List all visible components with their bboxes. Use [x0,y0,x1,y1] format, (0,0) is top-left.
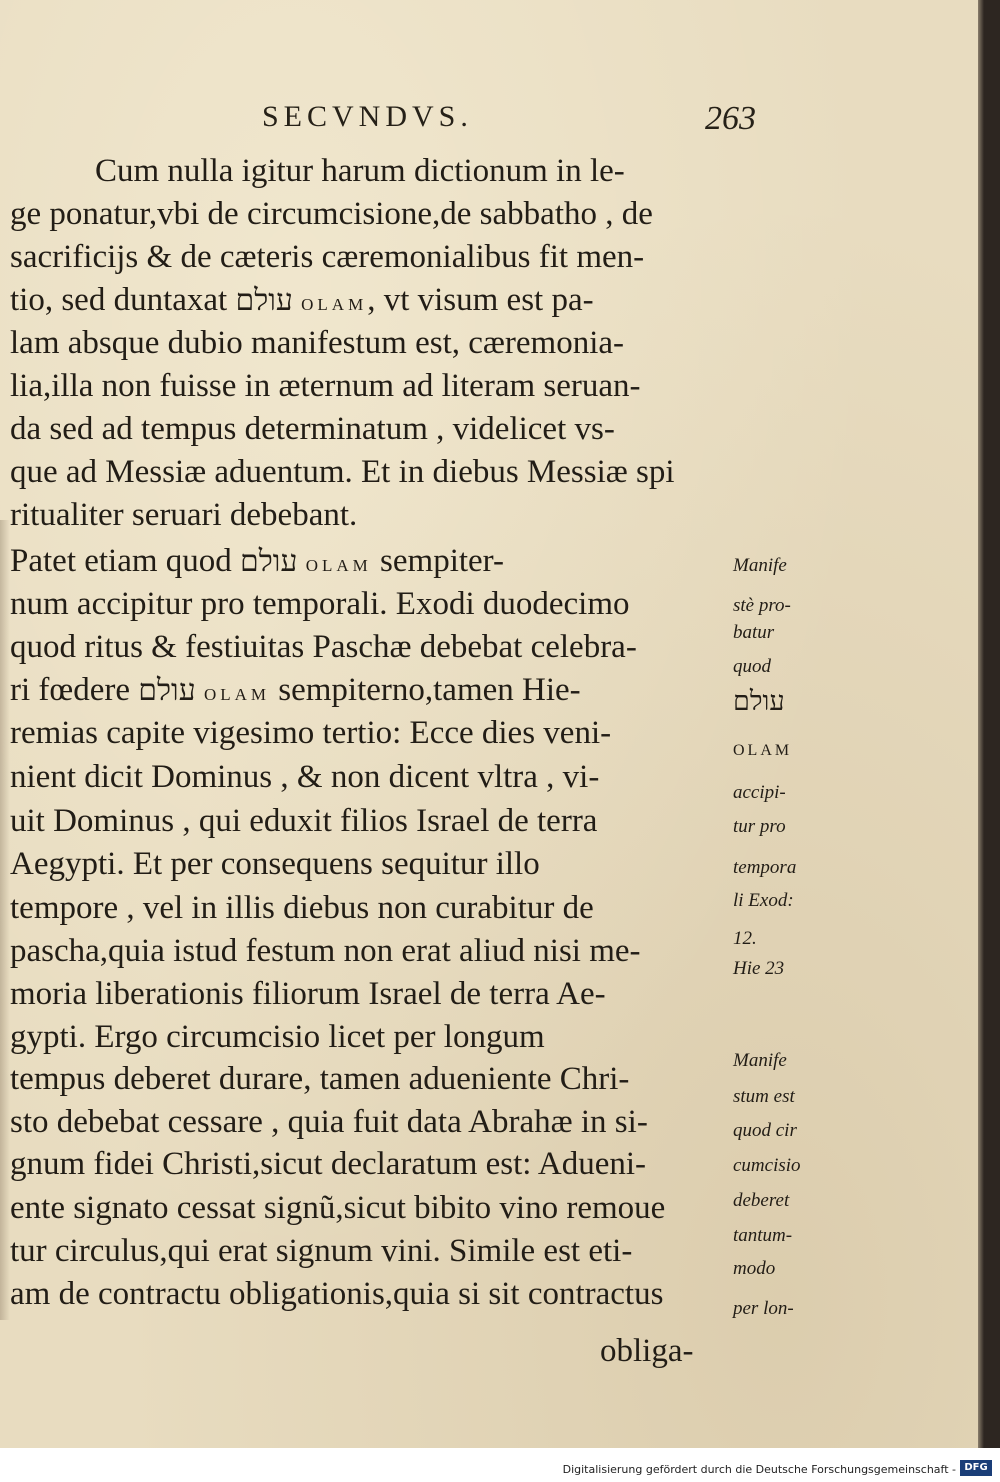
text-run: Aegypti. Et per consequens sequitur illo [10,846,540,882]
text-run: nient dicit Dominus , & non dicent vltra , vi- [10,759,600,795]
margin-note-line: Hie 23 [733,958,785,979]
hebrew-word: עולם [240,544,298,579]
text-line [10,800,738,842]
text-line [10,365,738,407]
text-run: gnum fidei Christi,sicut declaratum est: Adueni- [10,1146,647,1182]
transliteration: OLAM [292,295,368,314]
text-line [10,669,738,716]
text-run: gypti. Ergo circumcisio licet per longum [10,1019,545,1055]
margin-note-line: Manife [733,1050,787,1071]
margin-note-line: עולם [733,686,785,716]
text-line [10,322,738,364]
text-line [10,408,738,450]
text-run: tur circulus,qui erat signum vini. Simile est eti- [10,1233,633,1269]
text-run: uit Dominus , qui eduxit filios Israel de terra [10,803,598,839]
text-run: sempiter- [371,543,504,579]
margin-note-line: OLAM [733,742,793,759]
text-run: remias capite vigesimo tertio: Ecce dies veni- [10,715,612,751]
text-line [10,1187,738,1229]
text-run: tempore , vel in illis diebus non curabitur de [10,890,594,926]
margin-note-line: stè pro- [733,595,791,616]
page-number: 263 [705,100,756,137]
text-line [10,1143,738,1185]
text-line [10,583,738,625]
text-line [10,540,738,587]
text-line [10,494,738,536]
margin-note-line: Manife [733,555,787,576]
text-run: obliga- [600,1333,694,1369]
text-run: lia,illa non fuisse in æternum ad literam seruan- [10,368,641,404]
margin-note-line: tur pro [733,816,786,837]
margin-note-line: 12. [733,928,757,949]
margin-note-line: per lon- [733,1298,794,1319]
text-line [10,193,738,235]
text-line [10,1230,738,1272]
text-line [10,756,738,798]
text-run: am de contractu obligationis,quia si sit contractus [10,1276,664,1312]
text-run: quod ritus & festiuitas Paschæ debebat celebra- [10,629,637,665]
margin-note-line: deberet [733,1190,790,1211]
text-line [10,973,738,1015]
text-run: sacrificijs & de cæteris cæremonialibus fit men- [10,239,645,275]
text-run: num accipitur pro temporali. Exodi duodecimo [10,586,630,622]
page-gutter-shadow [0,520,10,1320]
running-head: SECVNDVS. [262,100,473,133]
margin-note-line: tempora [733,857,797,878]
text-line [10,930,738,972]
hebrew-word: עולם [235,283,293,318]
text-run: lam absque dubio manifestum est, cæremonia- [10,325,625,361]
text-line [10,843,738,885]
text-line [10,1058,738,1100]
margin-note-line: tantum- [733,1225,793,1246]
text-line [10,712,738,754]
text-line [10,1273,738,1315]
text-run: , vt visum est pa- [367,282,594,318]
transliteration: OLAM [297,556,372,575]
margin-note-line: accipi- [733,782,786,803]
text-run: que ad Messiæ aduentum. Et in diebus Messiæ spi [10,454,675,490]
margin-note-line: quod cir [733,1120,797,1141]
text-run: sempiterno,tamen Hie- [270,672,581,708]
text-run: tempus deberet durare, tamen adueniente Chri- [10,1061,630,1097]
text-run: tio, sed duntaxat [10,282,236,318]
text-line [10,279,738,326]
text-line [10,451,738,493]
dfg-logo: DFG [960,1460,992,1476]
text-run: pascha,quia istud festum non erat aliud nisi me- [10,933,641,969]
text-line [95,150,823,192]
text-line [600,1330,978,1372]
text-line [10,887,738,929]
text-run: Cum nulla igitur harum dictionum in le- [95,153,625,189]
transliteration: OLAM [195,685,270,704]
text-run: da sed ad tempus determinatum , videlicet vs- [10,411,615,447]
text-run: moria liberationis filiorum Israel de terra Ae- [10,976,606,1012]
footer-credit: Digitalisierung gefördert durch die Deutsche Forschungsgemeinschaft - [562,1463,956,1476]
margin-note-line: quod [733,656,771,677]
margin-note-line: modo [733,1258,776,1279]
margin-note-line: li Exod: [733,890,794,911]
scan-border [978,0,1000,1448]
text-run: ente signato cessat signũ,sicut bibito vino remoue [10,1190,666,1226]
margin-note-line: stum est [733,1086,795,1107]
text-line [10,236,738,278]
hebrew-word: עולם [138,673,196,708]
text-line [10,1101,738,1143]
text-line [10,1016,738,1058]
margin-note-line: batur [733,622,775,643]
text-run: sto debebat cessare , quia fuit data Abrahæ in si- [10,1104,648,1140]
text-line [10,626,738,668]
margin-note-line: cumcisio [733,1155,801,1176]
text-run: Patet etiam quod [10,543,241,579]
text-run: ri fœdere [10,672,139,708]
text-run: ritualiter seruari debebant. [10,497,358,533]
text-run: ge ponatur,vbi de circumcisione,de sabbatho , de [10,196,653,232]
